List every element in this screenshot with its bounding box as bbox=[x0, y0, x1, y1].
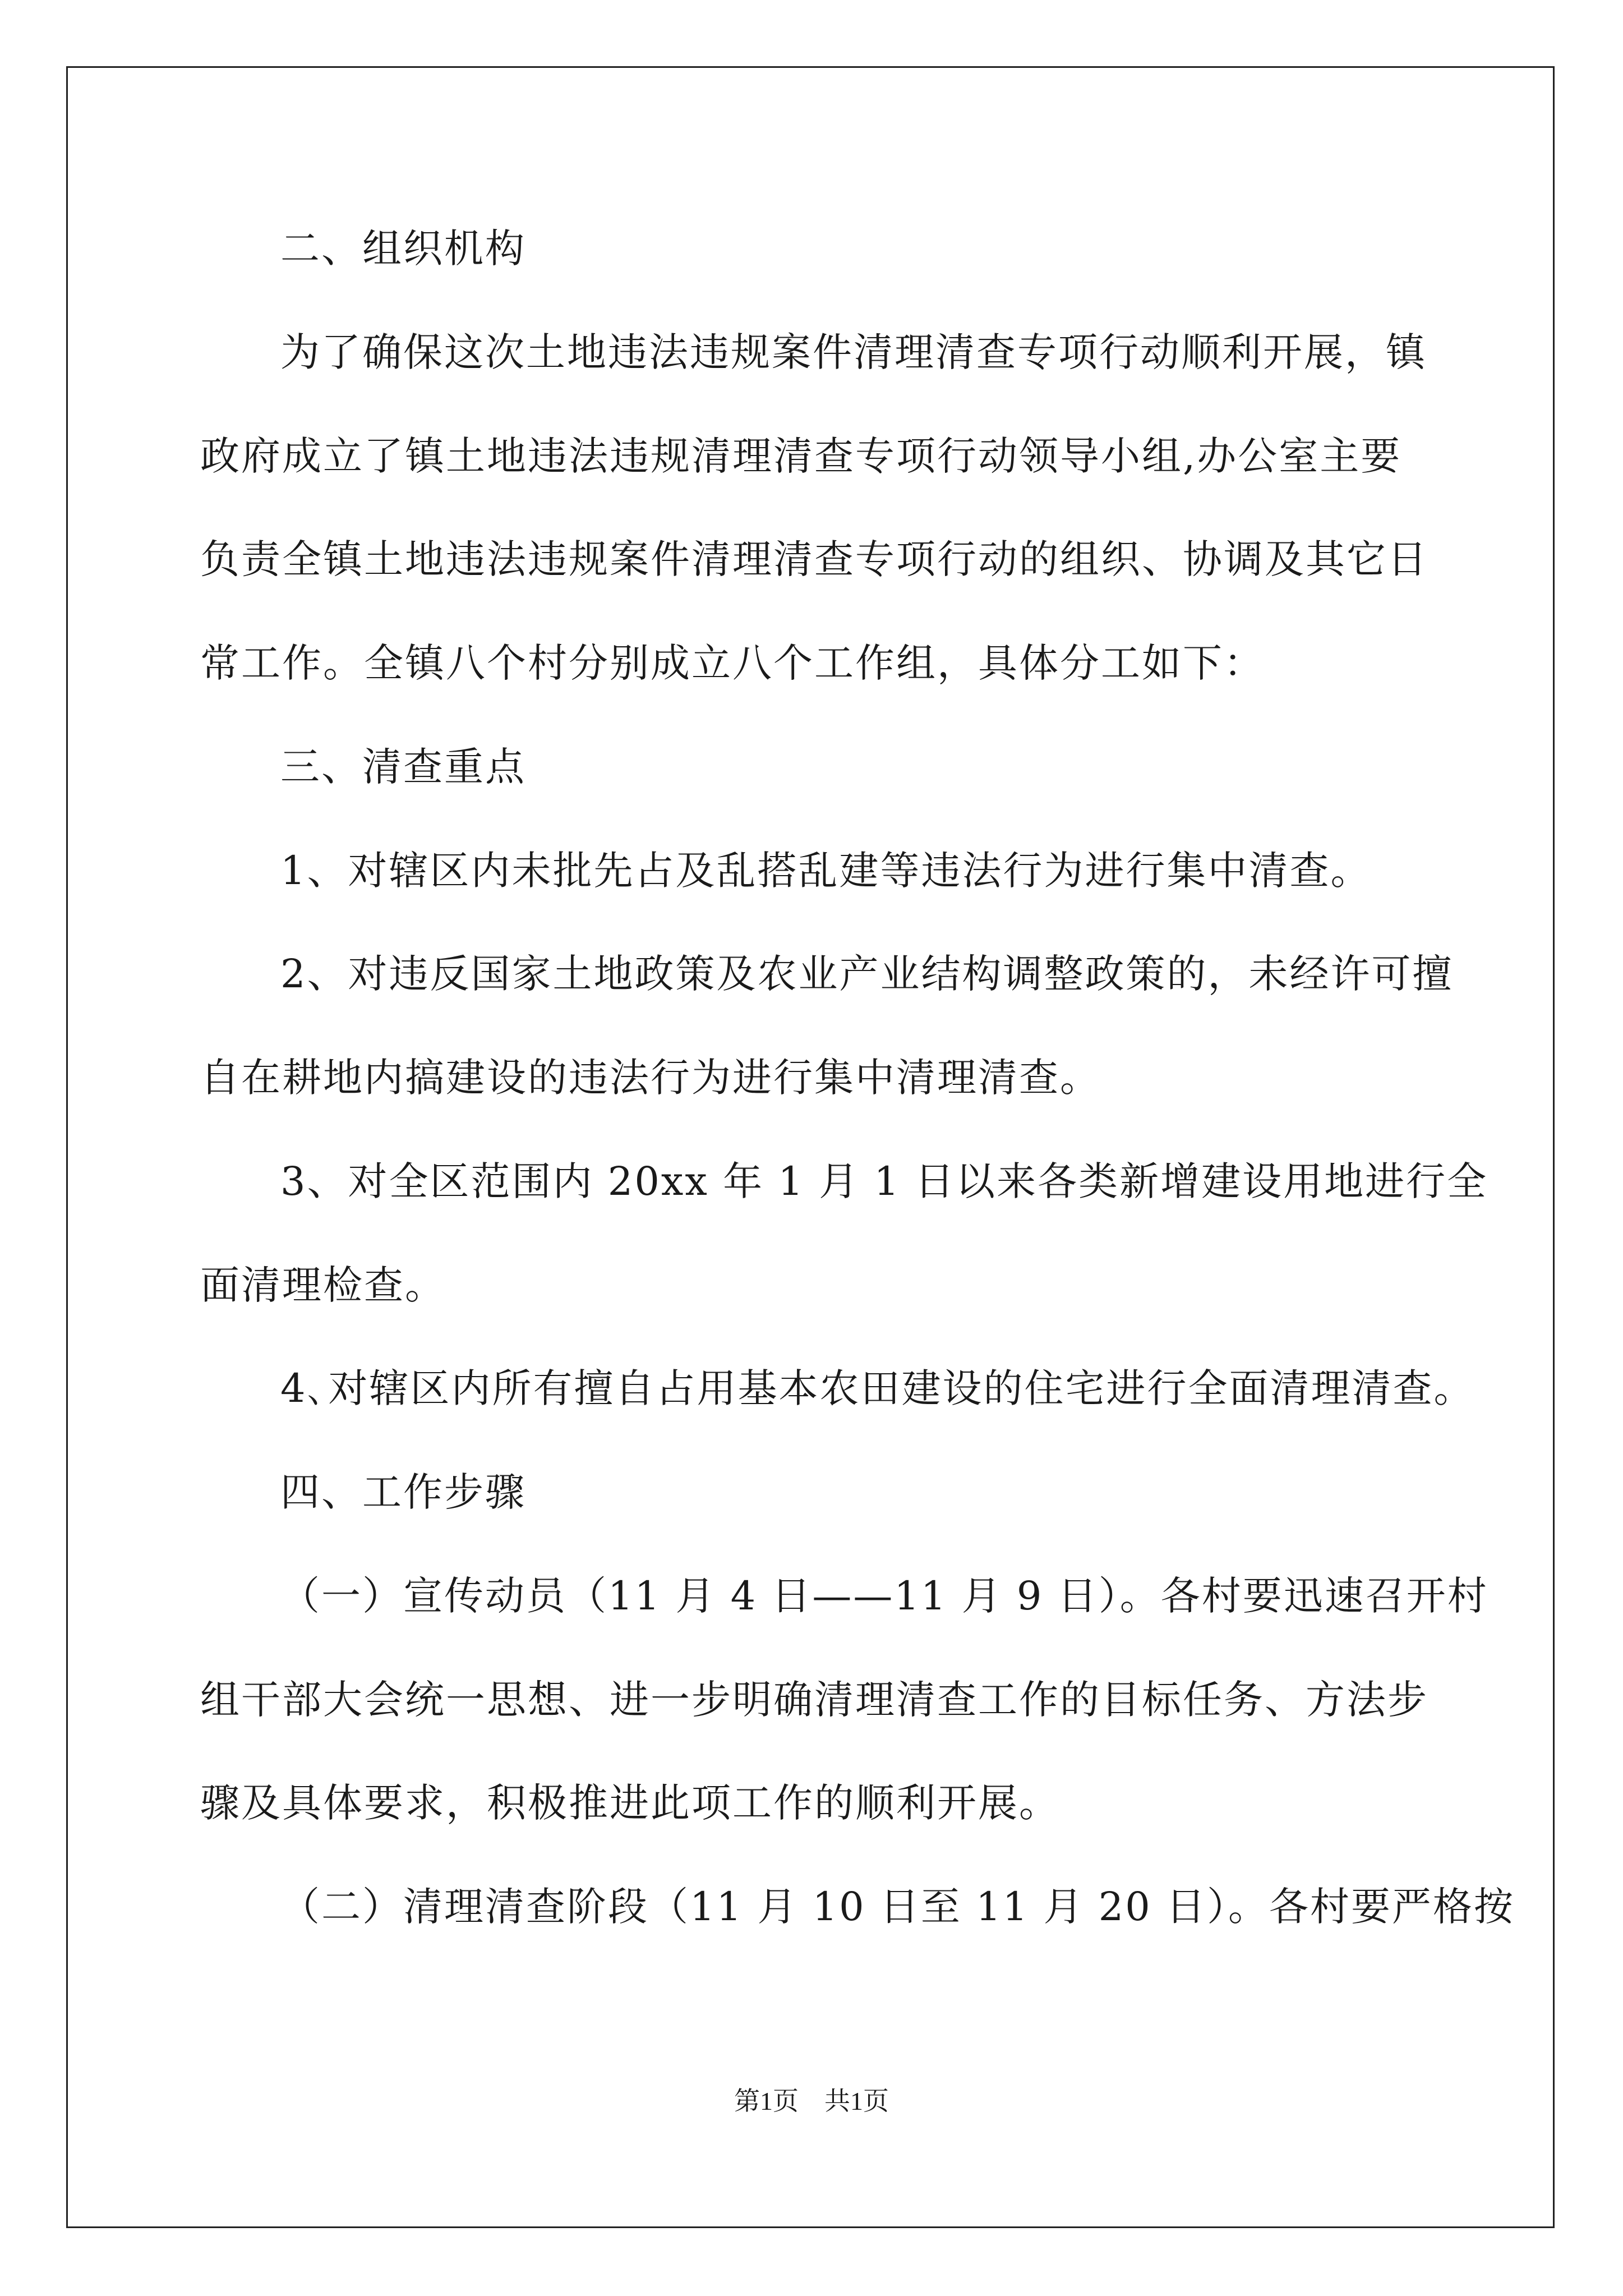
section-heading-focus: 三、清查重点 bbox=[280, 744, 526, 790]
section-heading-steps: 四、工作步骤 bbox=[280, 1469, 526, 1515]
page-number-footer: 第1页 共1页 bbox=[734, 2087, 889, 2115]
paragraph-line: 常工作。全镇八个村分别成立八个工作组，具体分工如下： bbox=[200, 640, 1265, 686]
paragraph-line: （一）宣传动员（11 月 4 日——11 月 9 日）。各村要迅速召开村 bbox=[280, 1573, 1488, 1619]
list-item-line: 3、对全区范围内 20xx 年 1 月 1 日以来各类新增建设用地进行全 bbox=[280, 1158, 1488, 1204]
list-item-line: 自在耕地内搞建设的违法行为进行集中清理清查。 bbox=[200, 1055, 1101, 1101]
section-heading-organization: 二、组织机构 bbox=[280, 226, 526, 272]
paragraph-line: 负责全镇土地违法违规案件清理清查专项行动的组织、协调及其它日 bbox=[200, 536, 1428, 582]
list-item-line: 2、对违反国家土地政策及农业产业结构调整政策的，未经许可擅 bbox=[280, 951, 1454, 997]
list-item-line: 面清理检查。 bbox=[200, 1262, 446, 1308]
paragraph-line: 骤及具体要求，积极推进此项工作的顺利开展。 bbox=[200, 1780, 1060, 1826]
list-item-line: 1、对辖区内未批先占及乱搭乱建等违法行为进行集中清查。 bbox=[280, 848, 1372, 894]
list-item-line: 4､对辖区内所有擅自占用基本农田建设的住宅进行全面清理清查。 bbox=[280, 1365, 1475, 1411]
paragraph-line: （二）清理清查阶段（11 月 10 日至 11 月 20 日）。各村要严格按 bbox=[280, 1884, 1515, 1930]
paragraph-line: 组干部大会统一思想、进一步明确清理清查工作的目标任务、方法步 bbox=[200, 1677, 1428, 1723]
paragraph-line: 政府成立了镇土地违法违规清理清查专项行动领导小组,办公室主要 bbox=[200, 433, 1402, 479]
paragraph-line: 为了确保这次土地违法违规案件清理清查专项行动顺利开展，镇 bbox=[280, 329, 1427, 375]
